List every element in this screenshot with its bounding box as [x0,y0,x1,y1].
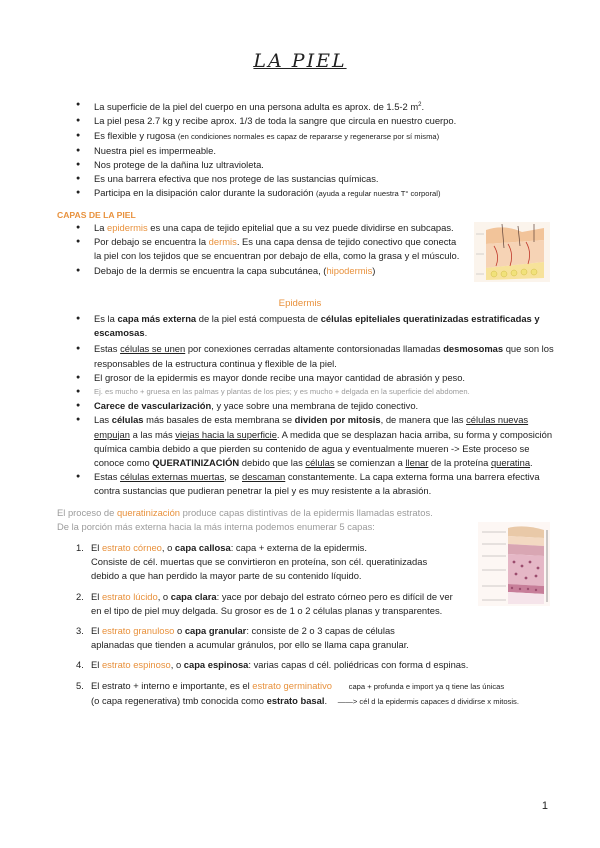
strata-list [76,541,556,715]
list-item: ● La epidermis es una capa de tejido epitelial que a su vez puede dividirse en subcapas. [76,221,466,235]
list-item: ● Nos protege de la dañina luz ultravioleta. [76,158,546,172]
list-item: ● Es la capa más externa de la piel está compuesta de células epiteliales queratinizadas estratificadas y escamosas. [76,312,554,340]
list-item: ● Debajo de la dermis se encuentra la capa subcutánea, (hipodermis) [76,264,466,278]
list-item: ● Estas células externas muertas, se descaman constantemente. La capa externa forma una barrera efectiva contra sustancias que pudieran penetrar la piel y es muy resistente a la abrasión. [76,470,554,498]
section-heading-epidermis: Epidermis [278,298,322,309]
capas-list [76,221,466,278]
intro-list [76,98,546,202]
epidermis-list [76,312,554,499]
list-item: 2. El estrato lúcido, o capa clara: yace por debajo del estrato córneo pero es difícil de ver en el tipo de piel muy delgada. Su grosor es de 1 o 2 células planas y transparentes. [76,590,453,616]
list-item: ● Es flexible y rugosa (en condiciones normales es capaz de repararse y regenerarse por sí misma) [76,129,546,144]
list-item: ● Carece de vascularización, y yace sobre una membrana de tejido conectivo. [76,399,554,413]
page-number: 1 [541,800,548,812]
page-title: LA PIEL [253,50,347,72]
list-item: ● Las células más basales de esta membrana se dividen por mitosis, de manera que las células nuevas empujan a las más viejas hacia la superficie. A medida que se desplazan hacia arriba, su forma y composición química cambia debido a que pierden su contenido de agua y eventualmente mueren -> Este proceso se conoce como QUERATINIZACIÓN debido que las células se comienzan a llenar de la proteína queratina. [76,413,554,470]
skin-layers-illustration [474,222,550,282]
list-item: 1. El estrato córneo, o capa callosa: capa + externa de la epidermis. Consiste de cél. muertas que se convirtieron en proteína, son cél. queratinizadas debido a que han perdido la mayor parte de su contenido líquido. [76,542,428,582]
list-item: ● El grosor de la epidermis es mayor donde recibe una mayor cantidad de abrasión y peso. [76,371,554,385]
list-item: ● Ej. es mucho + gruesa en las palmas y plantas de los pies; y es mucho + delgada en la superficie del abdomen. [76,385,554,399]
list-item: ● La piel pesa 2.7 kg y recibe aprox. 1/3 de toda la sangre que circula en nuestro cuerpo. [76,114,546,128]
list-item: ● Estas células se unen por conexiones cerradas altamente contorsionadas llamadas desmosomas que son los responsables de la estructura continua y flexible de la piel. [76,342,554,370]
list-item: ● Nuestra piel es impermeable. [76,144,546,158]
list-item: ● Por debajo se encuentra la dermis. Es una capa densa de tejido conectivo que conecta la piel con los tejidos que se encuentran por debajo de ella, como la grasa y el músculo. [76,235,466,263]
list-item: ● Participa en la disipación calor durante la sudoración (ayuda a regular nuestra T° corporal) [76,186,546,201]
list-item: 5. El estrato + interno e importante, es el estrato germinativo capa + profunda e import ya q tiene las únicas (o capa regenerativa) tmb conocida como estrato basal. ——> cél d la epidermis capaces d dividirse x mitosis. [76,679,519,706]
list-item: 4. El estrato espinoso, o capa espinosa: varias capas d cél. poliédricas con forma d espinas. [76,659,469,671]
list-item: ● Es una barrera efectiva que nos protege de las sustancias químicas. [76,172,546,186]
list-item: ● La superficie de la piel del cuerpo en una persona adulta es aprox. de 1.5-2 $m^2$. [76,98,546,114]
section-heading-capas: CAPAS DE LA PIEL [57,210,136,220]
queratin-paragraph: El proceso de queratinización produce capas distintivas de la epidermis llamadas estratos. De la porción más externa hacia la más interna podemos enumerar 5 capas: [57,507,433,533]
list-item: 3. El estrato granuloso o capa granular: consiste de 2 o 3 capas de células aplanadas que tienden a acumular gránulos, por ello se llama capa granular. [76,625,409,651]
